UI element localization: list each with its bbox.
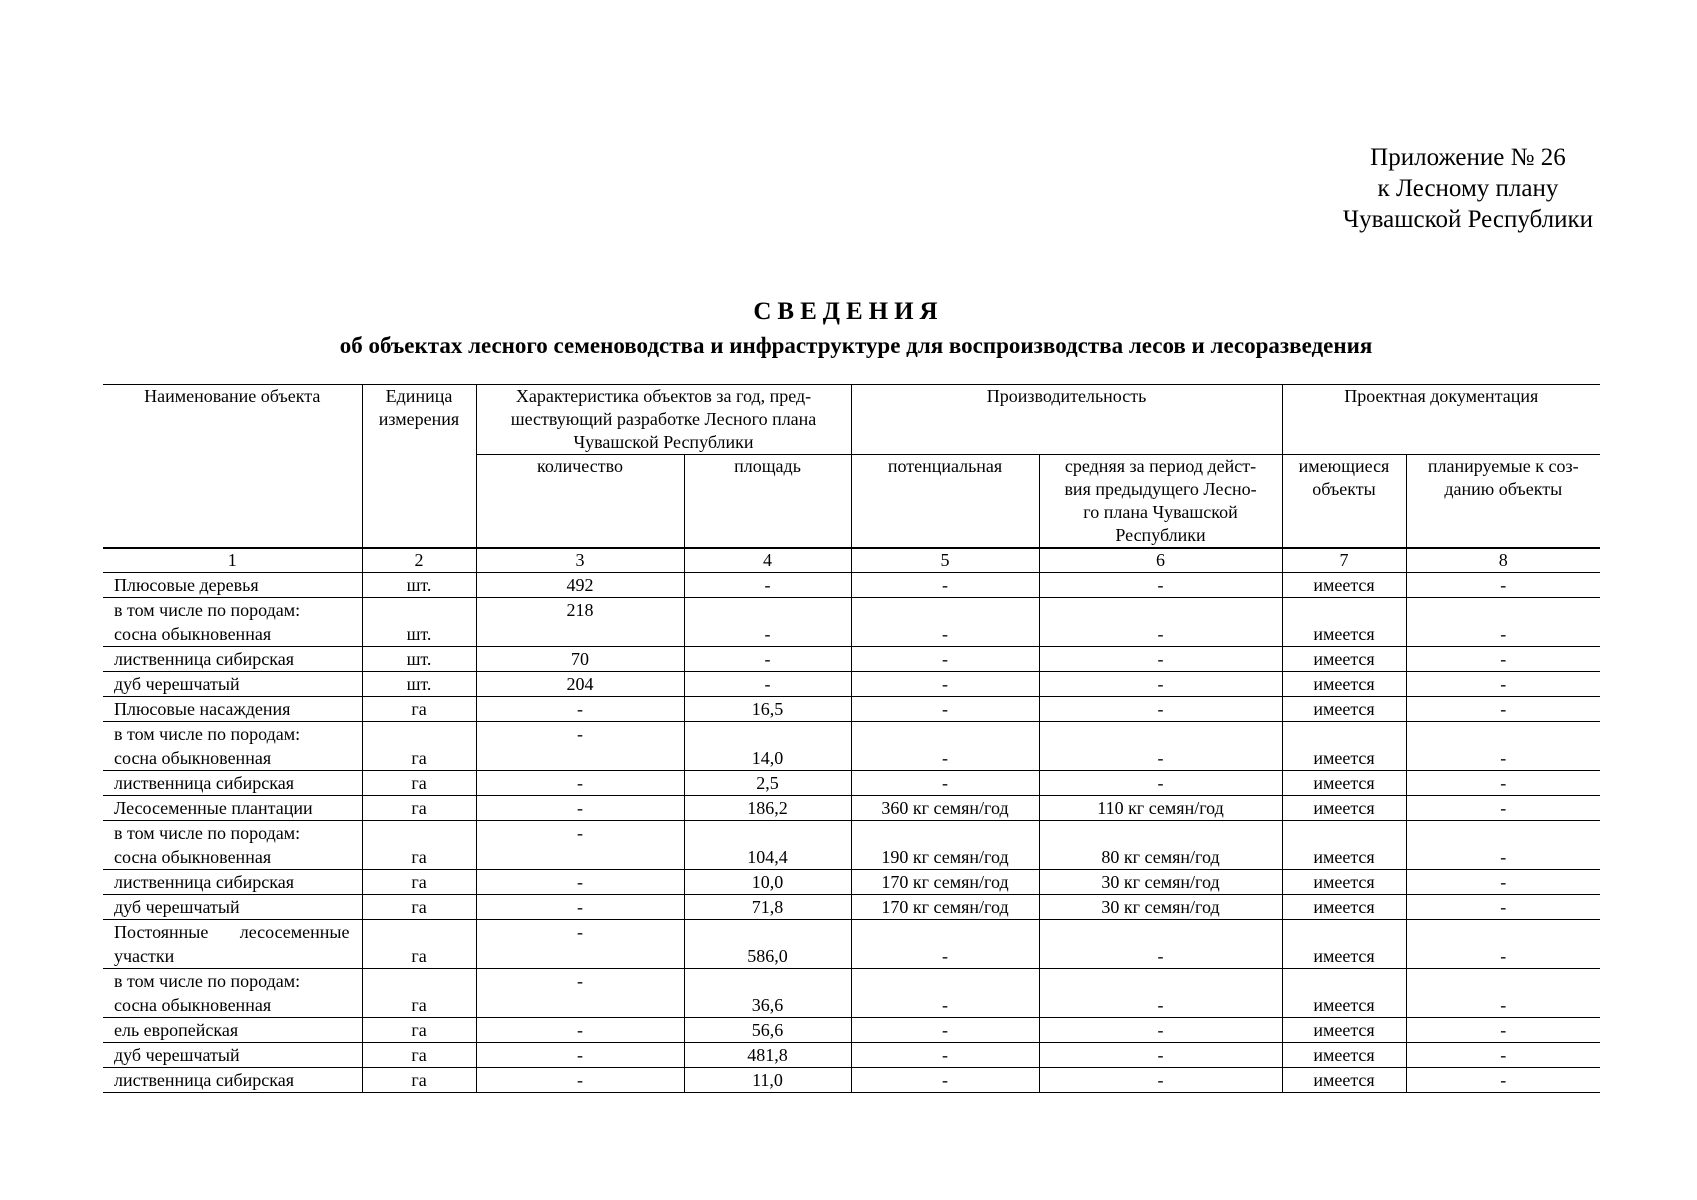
col-header-characteristics: Характеристика объектов за год, пред- шествующий разработке Лесного плана Чувашской Республики (476, 385, 851, 455)
cell-unit: шт. (362, 598, 476, 647)
table-row (103, 697, 1600, 722)
cell-average: - (1039, 1068, 1282, 1093)
cell-area: - (684, 573, 851, 598)
cell-quantity: - (476, 1043, 684, 1068)
cell-unit: шт. (362, 573, 476, 598)
table-row (103, 647, 1600, 672)
cell-quantity: 70 (476, 647, 684, 672)
col-header-productivity: Производительность (851, 385, 1282, 455)
cell-object-name (103, 821, 362, 870)
cell-potential: - (851, 920, 1039, 969)
cell-average: - (1039, 697, 1282, 722)
cell-existing: имеется (1282, 771, 1406, 796)
cell-planned: - (1406, 1068, 1600, 1093)
cell-object-name (103, 870, 362, 895)
cell-existing: имеется (1282, 895, 1406, 920)
cell-potential: - (851, 672, 1039, 697)
cell-area: 71,8 (684, 895, 851, 920)
cell-existing: имеется (1282, 1043, 1406, 1068)
cell-planned: - (1406, 1018, 1600, 1043)
cell-unit: га (362, 1043, 476, 1068)
object-group-label: в том числе по породам: (114, 724, 301, 744)
object-name-label: участки (114, 946, 175, 966)
cell-unit: га (362, 969, 476, 1018)
col-number: 8 (1406, 548, 1600, 573)
cell-planned: - (1406, 672, 1600, 697)
cell-unit: шт. (362, 647, 476, 672)
cell-existing: имеется (1282, 697, 1406, 722)
cell-potential: - (851, 722, 1039, 771)
cell-quantity: 218 (476, 598, 684, 647)
col-header-planned: планируемые к соз- данию объекты (1406, 455, 1600, 549)
cell-potential: - (851, 1043, 1039, 1068)
cell-object-name (103, 647, 362, 672)
cell-area: 14,0 (684, 722, 851, 771)
cell-average: - (1039, 771, 1282, 796)
annex-line-1: Приложение № 26 (1370, 144, 1566, 171)
cell-quantity: 204 (476, 672, 684, 697)
cell-quantity: - (476, 821, 684, 870)
col-number: 3 (476, 548, 684, 573)
col-header-potential: потенциальная (851, 455, 1039, 549)
cell-unit: га (362, 722, 476, 771)
column-numbers-row (103, 548, 1600, 573)
object-name-label: сосна обыкновенная (114, 624, 272, 644)
title-subtitle: об объектах лесного семеноводства и инфраструктуре для воспроизводства лесов и лесоразведения (339, 333, 1373, 358)
cell-unit: га (362, 796, 476, 821)
cell-quantity: - (476, 771, 684, 796)
cell-existing: имеется (1282, 969, 1406, 1018)
cell-object-name (103, 895, 362, 920)
object-name-label: дуб черешчатый (114, 674, 240, 694)
cell-quantity: - (476, 895, 684, 920)
cell-average: - (1039, 647, 1282, 672)
cell-planned: - (1406, 920, 1600, 969)
cell-planned: - (1406, 895, 1600, 920)
cell-planned: - (1406, 722, 1600, 771)
cell-potential: - (851, 1018, 1039, 1043)
cell-existing: имеется (1282, 573, 1406, 598)
object-group-label: в том числе по породам: (114, 823, 301, 843)
cell-object-name (103, 1043, 362, 1068)
document-title (0, 295, 1697, 363)
object-name-label: сосна обыкновенная (114, 847, 272, 867)
cell-unit: га (362, 771, 476, 796)
cell-planned: - (1406, 697, 1600, 722)
object-name-label: Плюсовые деревья (114, 575, 259, 595)
cell-existing: имеется (1282, 870, 1406, 895)
table-body (103, 573, 1600, 1093)
object-name-label: сосна обыкновенная (114, 995, 272, 1015)
col-header-project-docs: Проектная документация (1282, 385, 1600, 455)
col-number: 1 (103, 548, 362, 573)
cell-object-name (103, 920, 362, 969)
cell-object-name (103, 796, 362, 821)
cell-average: 80 кг семян/год (1039, 821, 1282, 870)
cell-unit: га (362, 920, 476, 969)
cell-average: 30 кг семян/год (1039, 895, 1282, 920)
cell-unit: га (362, 821, 476, 870)
col-number: 6 (1039, 548, 1282, 573)
object-name-label: Плюсовые насаждения (114, 699, 291, 719)
table-row (103, 1018, 1600, 1043)
cell-area: 56,6 (684, 1018, 851, 1043)
cell-quantity: 492 (476, 573, 684, 598)
object-name-label: лиственница сибирская (114, 773, 295, 793)
table-row (103, 870, 1600, 895)
cell-planned: - (1406, 969, 1600, 1018)
cell-potential: 190 кг семян/год (851, 821, 1039, 870)
object-name-label: дуб черешчатый (114, 1045, 240, 1065)
col-number: 7 (1282, 548, 1406, 573)
title-main: СВЕДЕНИЯ (753, 298, 944, 325)
cell-average: - (1039, 969, 1282, 1018)
col-header-area: площадь (684, 455, 851, 549)
cell-potential: - (851, 969, 1039, 1018)
cell-quantity: - (476, 920, 684, 969)
cell-quantity: - (476, 722, 684, 771)
cell-area: - (684, 672, 851, 697)
cell-existing: имеется (1282, 647, 1406, 672)
cell-quantity: - (476, 1018, 684, 1043)
cell-quantity: - (476, 870, 684, 895)
cell-existing: имеется (1282, 1018, 1406, 1043)
cell-average: - (1039, 920, 1282, 969)
cell-area: 481,8 (684, 1043, 851, 1068)
cell-potential: 360 кг семян/год (851, 796, 1039, 821)
cell-area: 2,5 (684, 771, 851, 796)
col-header-quantity: количество (476, 455, 684, 549)
table-row (103, 969, 1600, 1018)
table-row (103, 598, 1600, 647)
table-row (103, 771, 1600, 796)
cell-unit: га (362, 697, 476, 722)
table-row (103, 821, 1600, 870)
object-name-label: Лесосеменные плантации (114, 798, 313, 818)
cell-planned: - (1406, 598, 1600, 647)
cell-potential: 170 кг семян/год (851, 870, 1039, 895)
cell-potential: - (851, 647, 1039, 672)
cell-quantity: - (476, 1068, 684, 1093)
table-row (103, 1043, 1600, 1068)
header-row-1 (103, 385, 1600, 455)
cell-unit: га (362, 1018, 476, 1043)
object-group-label: в том числе по породам: (114, 971, 301, 991)
cell-average: - (1039, 1043, 1282, 1068)
col-header-name: Наименование объекта (103, 385, 362, 549)
cell-area: 10,0 (684, 870, 851, 895)
cell-potential: - (851, 573, 1039, 598)
object-group-label: Постоянные лесосеменные (114, 922, 350, 942)
cell-object-name (103, 1068, 362, 1093)
cell-planned: - (1406, 647, 1600, 672)
col-header-existing: имеющиеся объекты (1282, 455, 1406, 549)
cell-object-name (103, 969, 362, 1018)
cell-potential: - (851, 1068, 1039, 1093)
cell-average: 30 кг семян/год (1039, 870, 1282, 895)
cell-average: - (1039, 722, 1282, 771)
cell-existing: имеется (1282, 821, 1406, 870)
annex-line-3: Чувашской Республики (1342, 206, 1593, 233)
table-row (103, 796, 1600, 821)
object-name-label: дуб черешчатый (114, 897, 240, 917)
cell-object-name (103, 672, 362, 697)
cell-average: - (1039, 573, 1282, 598)
cell-area: 36,6 (684, 969, 851, 1018)
col-number: 4 (684, 548, 851, 573)
cell-existing: имеется (1282, 722, 1406, 771)
cell-average: - (1039, 598, 1282, 647)
cell-unit: га (362, 870, 476, 895)
object-name-label: ель европейская (114, 1020, 239, 1040)
seed-objects-table (103, 384, 1600, 1093)
cell-planned: - (1406, 573, 1600, 598)
cell-planned: - (1406, 870, 1600, 895)
cell-area: 104,4 (684, 821, 851, 870)
cell-average: 110 кг семян/год (1039, 796, 1282, 821)
cell-unit: га (362, 895, 476, 920)
cell-existing: имеется (1282, 1068, 1406, 1093)
cell-object-name (103, 598, 362, 647)
cell-unit: шт. (362, 672, 476, 697)
cell-object-name (103, 573, 362, 598)
cell-object-name (103, 771, 362, 796)
cell-area: 16,5 (684, 697, 851, 722)
object-group-label: в том числе по породам: (114, 600, 301, 620)
object-name-label: лиственница сибирская (114, 1070, 295, 1090)
object-name-label: лиственница сибирская (114, 649, 295, 669)
col-header-average: средняя за период дейст- вия предыдущего Лесно- го плана Чувашской Республики (1039, 455, 1282, 549)
cell-quantity: - (476, 796, 684, 821)
col-number: 2 (362, 548, 476, 573)
cell-planned: - (1406, 771, 1600, 796)
object-name-label: сосна обыкновенная (114, 748, 272, 768)
cell-average: - (1039, 672, 1282, 697)
table-row (103, 573, 1600, 598)
cell-planned: - (1406, 821, 1600, 870)
table-row (103, 722, 1600, 771)
col-header-unit: Единица измерения (362, 385, 476, 549)
cell-quantity: - (476, 969, 684, 1018)
col-number: 5 (851, 548, 1039, 573)
cell-existing: имеется (1282, 920, 1406, 969)
cell-object-name (103, 697, 362, 722)
cell-area: 586,0 (684, 920, 851, 969)
table-row (103, 920, 1600, 969)
cell-potential: 170 кг семян/год (851, 895, 1039, 920)
annex-line-2: к Лесному плану (1377, 175, 1559, 202)
cell-existing: имеется (1282, 598, 1406, 647)
cell-average: - (1039, 1018, 1282, 1043)
annex-header (1343, 142, 1593, 235)
cell-potential: - (851, 598, 1039, 647)
cell-existing: имеется (1282, 672, 1406, 697)
cell-potential: - (851, 771, 1039, 796)
cell-area: 11,0 (684, 1068, 851, 1093)
table-row (103, 895, 1600, 920)
cell-quantity: - (476, 697, 684, 722)
cell-object-name (103, 1018, 362, 1043)
table-row (103, 1068, 1600, 1093)
cell-unit: га (362, 1068, 476, 1093)
cell-area: 186,2 (684, 796, 851, 821)
object-name-label: лиственница сибирская (114, 872, 295, 892)
cell-existing: имеется (1282, 796, 1406, 821)
cell-object-name (103, 722, 362, 771)
table-row (103, 672, 1600, 697)
cell-planned: - (1406, 1043, 1600, 1068)
cell-area: - (684, 598, 851, 647)
cell-potential: - (851, 697, 1039, 722)
cell-planned: - (1406, 796, 1600, 821)
cell-area: - (684, 647, 851, 672)
